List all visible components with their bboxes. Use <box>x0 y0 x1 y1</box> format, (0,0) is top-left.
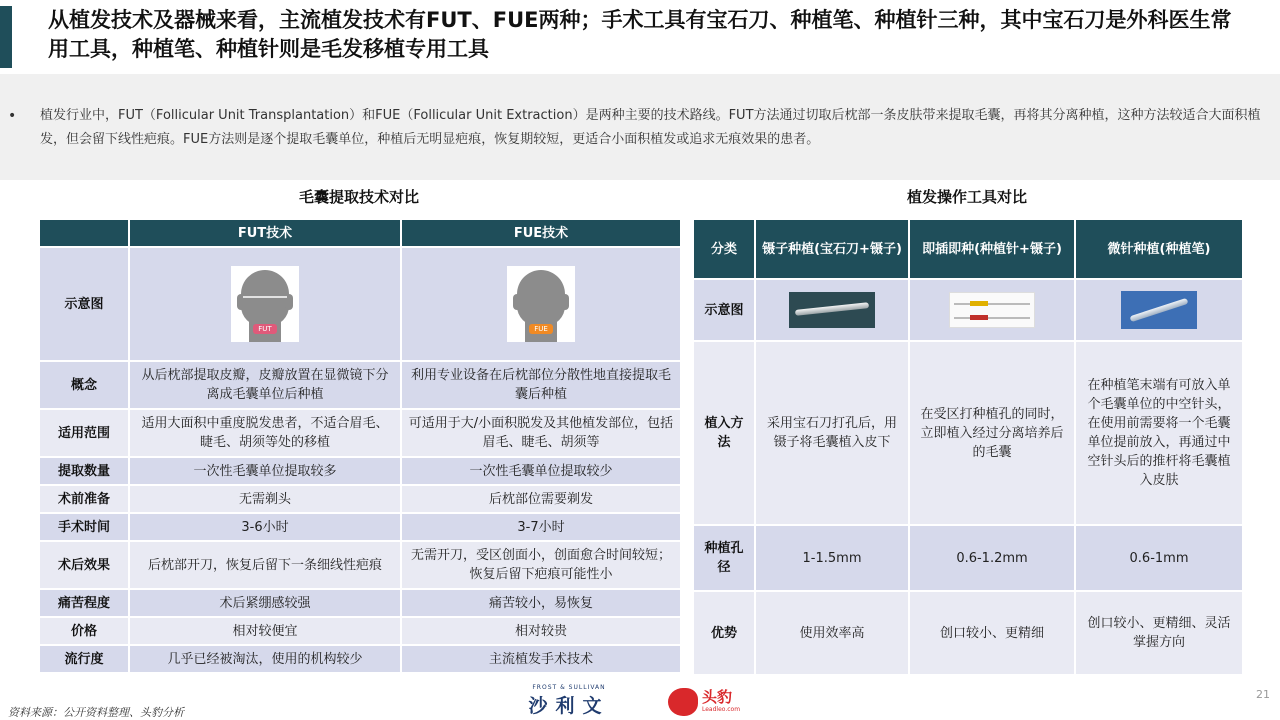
sullivan-chinese-name: 沙利文 <box>528 695 610 717</box>
table1-cell: 无需剃头 <box>129 485 401 513</box>
leopard-icon <box>668 688 698 716</box>
table1-header-blank <box>39 219 129 247</box>
table1-row-label: 示意图 <box>39 247 129 361</box>
table1-cell: 后枕部开刀，恢复后留下一条细线性疤痕 <box>129 541 401 589</box>
table1-cell: 一次性毛囊单位提取较多 <box>129 457 401 485</box>
table2-header-pen: 微针种植(种植笔) <box>1075 219 1243 279</box>
table1-header-fut: FUT技术 <box>129 219 401 247</box>
table1-row-label: 适用范围 <box>39 409 129 457</box>
table1-cell: 从后枕部提取皮瓣，皮瓣放置在显微镜下分离成毛囊单位后种植 <box>129 361 401 409</box>
implant-pen-illustration <box>1121 291 1197 329</box>
table1-row-label: 流行度 <box>39 645 129 673</box>
table1-cell: 利用专业设备在后枕部位分散性地直接提取毛囊后种植 <box>401 361 681 409</box>
page-number: 21 <box>1256 688 1270 701</box>
table1-cell: 术后紧绷感较强 <box>129 589 401 617</box>
table1-row-label: 价格 <box>39 617 129 645</box>
table1-cell: 一次性毛囊单位提取较少 <box>401 457 681 485</box>
table1-title: 毛囊提取技术对比 <box>298 188 419 206</box>
fue-badge: FUE <box>529 324 553 334</box>
table2-cell: 创口较小、更精细 <box>909 591 1075 675</box>
table2-header-needle: 即插即种(种植针+镊子) <box>909 219 1075 279</box>
table2-cell: 0.6-1.2mm <box>909 525 1075 591</box>
table2-title: 植发操作工具对比 <box>906 188 1027 206</box>
gem-knife-illustration <box>789 292 875 328</box>
table2-cell: 使用效率高 <box>755 591 909 675</box>
table1-cell: 3-6小时 <box>129 513 401 541</box>
linear-scar-mark <box>243 296 287 298</box>
table2-cell <box>755 279 909 341</box>
extraction-technique-table <box>38 218 682 674</box>
source-note: 资料来源：公开资料整理、头豹分析 <box>8 706 184 719</box>
table1-cell: 后枕部位需要剃发 <box>401 485 681 513</box>
table2-cell: 采用宝石刀打孔后，用镊子将毛囊植入皮下 <box>755 341 909 525</box>
page-title: 从植发技术及器械来看，主流植发技术有FUT、FUE两种；手术工具有宝石刀、种植笔、种植针三种，其中宝石刀是外科医生常用工具，种植笔、种植针则是毛发移植专用工具 <box>48 8 1232 61</box>
table2-row-label: 种植孔径 <box>693 525 755 591</box>
table2-cell <box>909 279 1075 341</box>
table1-row-label: 手术时间 <box>39 513 129 541</box>
title-accent-bar <box>0 6 12 68</box>
table1-cell: 可适用于大/小面积脱发及其他植发部位，包括眉毛、睫毛、胡须等 <box>401 409 681 457</box>
table1-cell <box>401 247 681 361</box>
table1-cell: 无需开刀，受区创面小，创面愈合时间较短；恢复后留下疤痕可能性小 <box>401 541 681 589</box>
table2-cell: 在受区打种植孔的同时，立即植入经过分离培养后的毛囊 <box>909 341 1075 525</box>
leadleo-logo <box>668 686 748 718</box>
table1-cell <box>129 247 401 361</box>
summary-bullet: • <box>8 108 17 124</box>
table1-row-label: 提取数量 <box>39 457 129 485</box>
leadleo-url: Leadleo.com <box>702 706 741 713</box>
fue-head-illustration <box>507 266 575 342</box>
table1-cell: 相对较贵 <box>401 617 681 645</box>
table1-cell: 痛苦较小，易恢复 <box>401 589 681 617</box>
summary-box <box>0 74 1280 180</box>
table2-row-label: 植入方法 <box>693 341 755 525</box>
table2-cell: 创口较小、更精细、灵活掌握方向 <box>1075 591 1243 675</box>
table2-cell <box>1075 279 1243 341</box>
table2-cell: 在种植笔末端有可放入单个毛囊单位的中空针头，在使用前需要将一个毛囊单位提前放入，再通过中空针头后的推杆将毛囊植入皮肤 <box>1075 341 1243 525</box>
table2-row-label: 示意图 <box>693 279 755 341</box>
table1-row-label: 术前准备 <box>39 485 129 513</box>
table2-header-tweezer: 镊子种植(宝石刀+镊子) <box>755 219 909 279</box>
table1-cell: 适用大面积中重度脱发患者，不适合眉毛、睫毛、胡须等处的移植 <box>129 409 401 457</box>
implant-tool-table <box>692 218 1244 676</box>
table1-cell: 相对较便宜 <box>129 617 401 645</box>
frost-sullivan-wordmark: FROST & SULLIVAN <box>532 684 606 691</box>
table2-header-category: 分类 <box>693 219 755 279</box>
table1-cell: 几乎已经被淘汰，使用的机构较少 <box>129 645 401 673</box>
table1-row-label: 术后效果 <box>39 541 129 589</box>
table1-cell: 主流植发手术技术 <box>401 645 681 673</box>
summary-text: 植发行业中，FUT（Follicular Unit Transplantation）和FUE（Follicular Unit Extraction）是两种主要的技术路线。FUT方法通过切取后枕部一条皮肤带来提取毛囊，再将其分离种植，这种方法较适合大面积植发，但会留下线性疤痕。FUE方法则是逐个提取毛囊单位，种植后无明显疤痕，恢复期较短，更适合小面积植发或追求无痕效果的患者。 <box>40 108 1261 147</box>
leadleo-name: 头豹 <box>702 688 733 706</box>
table1-cell: 3-7小时 <box>401 513 681 541</box>
implant-needle-illustration <box>949 292 1035 328</box>
fut-head-illustration <box>231 266 299 342</box>
table2-cell: 0.6-1mm <box>1075 525 1243 591</box>
table2-cell: 1-1.5mm <box>755 525 909 591</box>
table1-row-label: 概念 <box>39 361 129 409</box>
frost-sullivan-logo <box>508 684 630 718</box>
table1-header-fue: FUE技术 <box>401 219 681 247</box>
fut-badge: FUT <box>253 324 277 334</box>
table1-row-label: 痛苦程度 <box>39 589 129 617</box>
table2-row-label: 优势 <box>693 591 755 675</box>
